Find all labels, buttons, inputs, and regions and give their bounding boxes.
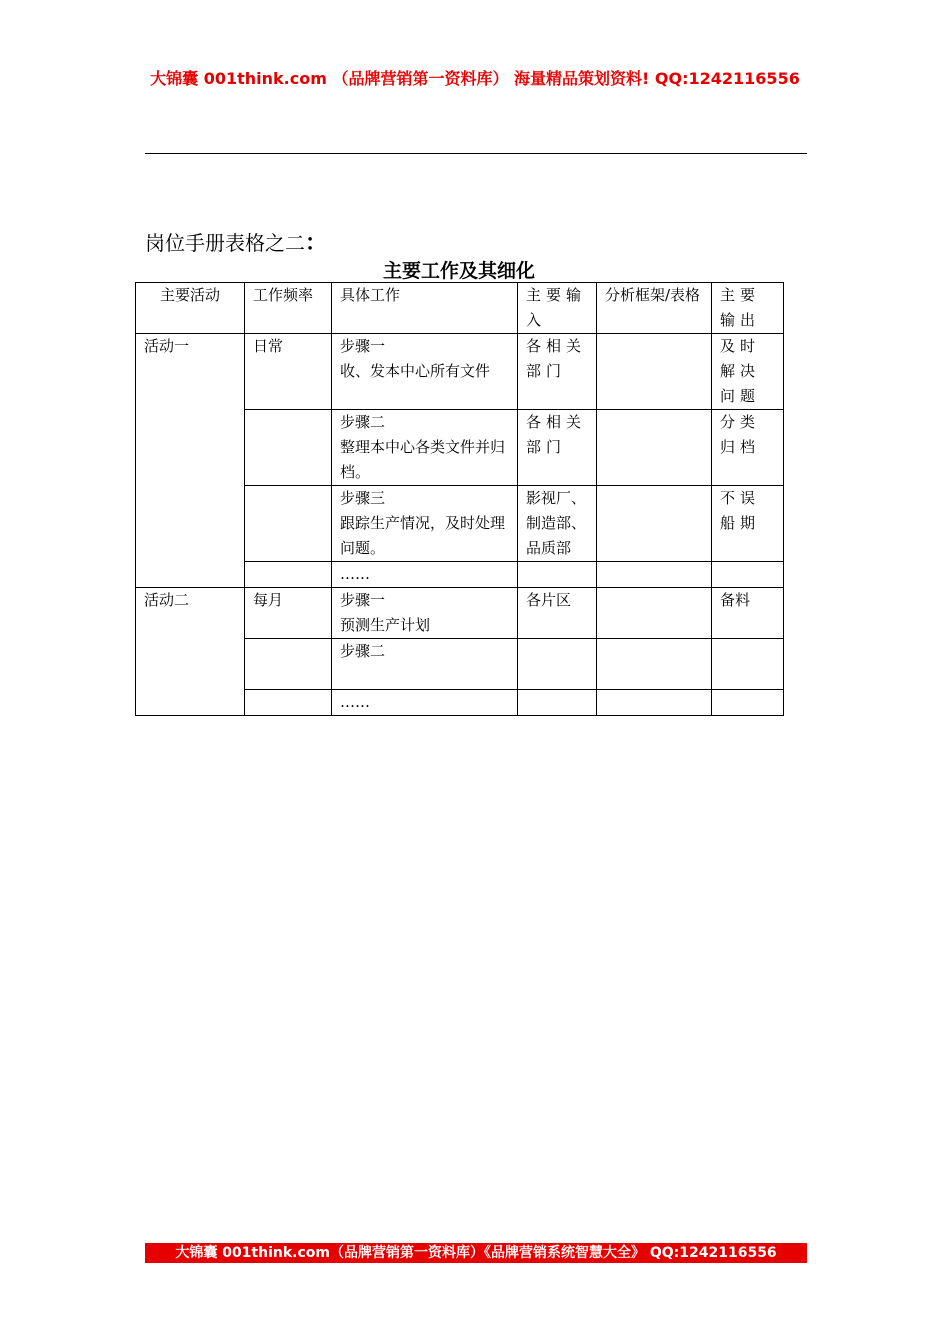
table-row	[136, 588, 784, 639]
header-banner: 大锦囊 001think.com （品牌营销第一资料库） 海量精品策划资料! QQ:1242116556	[150, 69, 800, 88]
framework-cell	[597, 690, 712, 716]
detail-text: ……	[340, 565, 370, 583]
framework-cell	[597, 562, 712, 588]
output-cell: 不误船期	[712, 486, 784, 562]
table-title: 主要工作及其细化	[382, 260, 535, 282]
footer-banner: 大锦囊 001think.com（品牌营销第一资料库）《品牌营销系统智慧大全》 QQ:1242116556	[145, 1243, 807, 1263]
framework-cell	[597, 334, 712, 410]
activity-name: 活动二	[136, 588, 245, 716]
detail-cell	[332, 486, 518, 562]
detail-cell	[332, 334, 518, 410]
detail-text: 步骤二	[340, 642, 386, 660]
output-cell: 备料	[712, 588, 784, 639]
input-cell	[518, 639, 597, 690]
input-cell	[518, 562, 597, 588]
detail-cell	[332, 410, 518, 486]
detail-text: 步骤一 收、发本中心所有文件	[340, 337, 491, 380]
input-cell: 各相关部门	[518, 334, 597, 410]
output-cell: 分类归档	[712, 410, 784, 486]
detail-cell	[332, 588, 518, 639]
header-detail: 具体工作	[332, 283, 518, 334]
framework-cell	[597, 410, 712, 486]
section-label-colon: ：	[305, 230, 328, 256]
header-framework: 分析框架/表格	[597, 283, 712, 334]
detail-text: ……	[340, 693, 370, 711]
detail-text: 步骤三 跟踪生产情况，及时处理问题。	[340, 489, 506, 557]
section-label-text: 岗位手册表格之二	[145, 231, 305, 255]
frequency-cell	[245, 639, 332, 690]
input-cell: 各相关部门	[518, 410, 597, 486]
frequency-cell	[245, 690, 332, 716]
header-input: 主要输入	[518, 283, 597, 334]
framework-cell	[597, 639, 712, 690]
output-cell	[712, 562, 784, 588]
frequency-cell	[245, 562, 332, 588]
header-divider	[145, 153, 807, 154]
header-frequency: 工作频率	[245, 283, 332, 334]
frequency-cell	[245, 486, 332, 562]
detail-cell	[332, 690, 518, 716]
frequency-cell: 日常	[245, 334, 332, 410]
frequency-cell	[245, 410, 332, 486]
activity-name: 活动一	[136, 334, 245, 588]
table-row	[136, 334, 784, 410]
detail-cell	[332, 562, 518, 588]
framework-cell	[597, 486, 712, 562]
detail-text: 步骤一 预测生产计划	[340, 591, 431, 634]
input-cell: 各片区	[518, 588, 597, 639]
table-header-row	[136, 283, 784, 334]
output-cell	[712, 690, 784, 716]
framework-cell	[597, 588, 712, 639]
output-cell: 及时解决问题	[712, 334, 784, 410]
frequency-cell: 每月	[245, 588, 332, 639]
input-cell	[518, 690, 597, 716]
work-detail-table	[135, 282, 784, 716]
header-activity: 主要活动	[136, 283, 245, 334]
input-cell: 影视厂、制造部、品质部	[518, 486, 597, 562]
detail-cell	[332, 639, 518, 690]
header-output: 主要输出	[712, 283, 784, 334]
output-cell	[712, 639, 784, 690]
section-label	[145, 226, 327, 257]
detail-text: 步骤二 整理本中心各类文件并归档。	[340, 413, 506, 481]
